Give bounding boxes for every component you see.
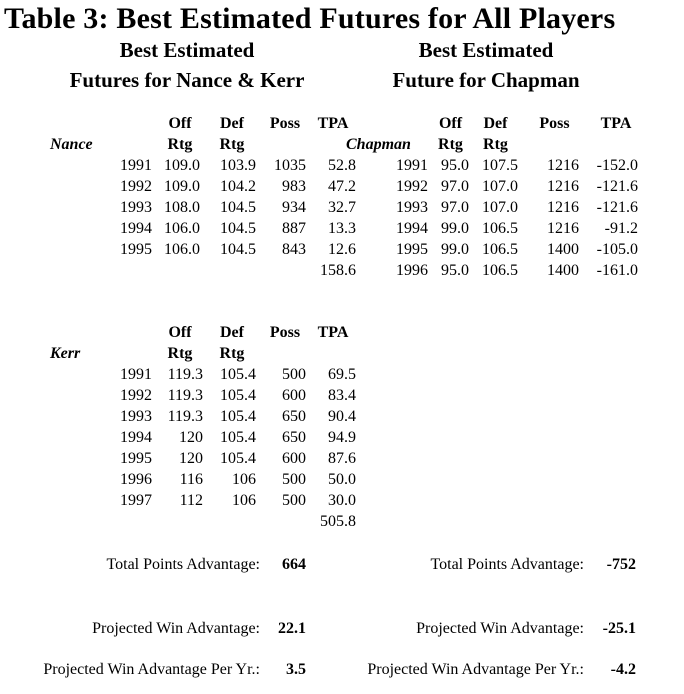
right-total-points-label: Total Points Advantage: — [430, 556, 584, 573]
chapman-row-4-cell-5: -91.2 — [604, 220, 638, 237]
kerr-row-1-cell-5: 69.5 — [328, 366, 356, 383]
nance-row-2-cell-5: 47.2 — [328, 178, 356, 195]
chapman-row-1-cell-5: -152.0 — [596, 157, 638, 174]
kerr-row-4-cell-1: 1994 — [120, 429, 152, 446]
kerr-tpa-total: 505.8 — [320, 513, 356, 530]
kerr-col-off-rtg: Rtg — [167, 345, 193, 362]
nance-col-def-rtg: Rtg — [219, 136, 245, 153]
page-title: Table 3: Best Estimated Futures for All Players — [4, 2, 616, 35]
left-heading-line2: Futures for Nance & Kerr — [69, 68, 305, 92]
kerr-row-5-cell-1: 1995 — [120, 450, 152, 467]
nance-row-5-cell-4: 843 — [282, 241, 306, 258]
chapman-row-6-cell-5: -161.0 — [596, 262, 638, 279]
kerr-row-1-cell-4: 500 — [282, 366, 306, 383]
chapman-row-5-cell-2: 99.0 — [441, 241, 469, 258]
nance-row-2-cell-4: 983 — [282, 178, 306, 195]
nance-row-1-cell-5: 52.8 — [328, 157, 356, 174]
kerr-row-6-cell-5: 50.0 — [328, 471, 356, 488]
chapman-col-off-rtg: Rtg — [438, 136, 463, 153]
kerr-row-2-cell-1: 1992 — [120, 387, 152, 404]
kerr-col-off: Off — [168, 324, 192, 341]
nance-row-4-cell-4: 887 — [282, 220, 306, 237]
chapman-col-tpa: TPA — [600, 115, 632, 132]
nance-row-2-cell-2: 109.0 — [164, 178, 200, 195]
chapman-row-6-cell-1: 1996 — [396, 262, 428, 279]
chapman-player-name: Chapman — [346, 136, 411, 153]
chapman-row-2-cell-3: 107.0 — [482, 178, 518, 195]
right-heading-line2: Future for Chapman — [392, 68, 580, 92]
kerr-row-3-cell-3: 105.4 — [220, 408, 256, 425]
left-win-advantage-value: 22.1 — [278, 620, 306, 637]
right-win-advantage-label: Projected Win Advantage: — [416, 620, 584, 637]
kerr-row-5-cell-4: 600 — [282, 450, 306, 467]
kerr-row-7-cell-4: 500 — [282, 492, 306, 509]
nance-row-3-cell-3: 104.5 — [220, 199, 256, 216]
nance-row-3-cell-4: 934 — [282, 199, 306, 216]
chapman-row-6-cell-2: 95.0 — [441, 262, 469, 279]
chapman-row-4-cell-1: 1994 — [396, 220, 428, 237]
chapman-row-4-cell-4: 1216 — [547, 220, 579, 237]
kerr-row-7-cell-2: 112 — [179, 492, 203, 509]
kerr-row-3-cell-1: 1993 — [120, 408, 152, 425]
kerr-row-6-cell-1: 1996 — [120, 471, 152, 488]
nance-row-4-cell-2: 106.0 — [164, 220, 200, 237]
chapman-col-poss: Poss — [539, 115, 570, 132]
nance-row-3-cell-2: 108.0 — [164, 199, 200, 216]
nance-row-3-cell-5: 32.7 — [328, 199, 356, 216]
kerr-col-def: Def — [220, 324, 244, 341]
nance-row-5-cell-3: 104.5 — [220, 241, 256, 258]
kerr-col-poss: Poss — [269, 324, 301, 341]
chapman-row-4-cell-2: 99.0 — [441, 220, 469, 237]
kerr-row-3-cell-5: 90.4 — [328, 408, 356, 425]
nance-row-4-cell-1: 1994 — [120, 220, 152, 237]
chapman-row-1-cell-4: 1216 — [547, 157, 579, 174]
chapman-row-6-cell-3: 106.5 — [482, 262, 518, 279]
kerr-col-tpa: TPA — [317, 324, 349, 341]
nance-row-4-cell-5: 13.3 — [328, 220, 356, 237]
chapman-row-5-cell-5: -105.0 — [596, 241, 638, 258]
nance-col-tpa: TPA — [317, 115, 349, 132]
left-heading-line1: Best Estimated — [119, 38, 255, 62]
kerr-row-2-cell-3: 105.4 — [220, 387, 256, 404]
nance-row-5-cell-5: 12.6 — [328, 241, 356, 258]
right-win-per-year-value: -4.2 — [610, 661, 636, 678]
kerr-row-3-cell-4: 650 — [282, 408, 306, 425]
nance-tpa-total: 158.6 — [320, 262, 356, 279]
left-win-advantage-label: Projected Win Advantage: — [92, 620, 260, 637]
nance-row-5-cell-1: 1995 — [120, 241, 152, 258]
chapman-row-3-cell-1: 1993 — [396, 199, 428, 216]
nance-col-def: Def — [220, 115, 244, 132]
right-heading-line1: Best Estimated — [418, 38, 554, 62]
right-total-points-value: -752 — [606, 556, 636, 573]
nance-row-4-cell-3: 104.5 — [220, 220, 256, 237]
chapman-col-def-rtg: Rtg — [483, 136, 508, 153]
chapman-row-3-cell-5: -121.6 — [596, 199, 638, 216]
chapman-row-2-cell-4: 1216 — [547, 178, 579, 195]
kerr-row-7-cell-5: 30.0 — [328, 492, 356, 509]
kerr-row-4-cell-3: 105.4 — [220, 429, 256, 446]
kerr-row-4-cell-4: 650 — [282, 429, 306, 446]
kerr-row-4-cell-5: 94.9 — [328, 429, 356, 446]
kerr-row-7-cell-3: 106 — [232, 492, 256, 509]
chapman-row-1-cell-2: 95.0 — [441, 157, 469, 174]
kerr-row-5-cell-2: 120 — [179, 450, 203, 467]
chapman-row-1-cell-1: 1991 — [396, 157, 428, 174]
nance-row-3-cell-1: 1993 — [120, 199, 152, 216]
right-win-advantage-value: -25.1 — [602, 620, 636, 637]
kerr-row-6-cell-4: 500 — [282, 471, 306, 488]
kerr-row-4-cell-2: 120 — [179, 429, 203, 446]
chapman-row-6-cell-4: 1400 — [547, 262, 579, 279]
chapman-row-2-cell-2: 97.0 — [441, 178, 469, 195]
chapman-row-2-cell-1: 1992 — [396, 178, 428, 195]
right-win-per-year-label: Projected Win Advantage Per Yr.: — [367, 661, 584, 678]
nance-player-name: Nance — [50, 136, 93, 153]
kerr-col-def-rtg: Rtg — [219, 345, 245, 362]
chapman-row-3-cell-2: 97.0 — [441, 199, 469, 216]
nance-col-off-rtg: Rtg — [167, 136, 193, 153]
nance-col-off: Off — [168, 115, 192, 132]
left-win-per-year-value: 3.5 — [286, 661, 306, 678]
kerr-player-name: Kerr — [50, 345, 81, 362]
nance-row-1-cell-4: 1035 — [274, 157, 306, 174]
kerr-row-7-cell-1: 1997 — [120, 492, 152, 509]
kerr-row-5-cell-3: 105.4 — [220, 450, 256, 467]
kerr-row-1-cell-1: 1991 — [120, 366, 152, 383]
kerr-row-2-cell-2: 119.3 — [167, 387, 203, 404]
nance-row-2-cell-3: 104.2 — [220, 178, 256, 195]
chapman-col-off: Off — [438, 115, 463, 132]
kerr-row-6-cell-2: 116 — [179, 471, 203, 488]
kerr-row-3-cell-2: 119.3 — [167, 408, 203, 425]
nance-row-1-cell-2: 109.0 — [164, 157, 200, 174]
kerr-row-6-cell-3: 106 — [232, 471, 256, 488]
chapman-row-5-cell-4: 1400 — [547, 241, 579, 258]
nance-row-2-cell-1: 1992 — [120, 178, 152, 195]
left-win-per-year-label: Projected Win Advantage Per Yr.: — [43, 661, 260, 678]
kerr-row-2-cell-4: 600 — [282, 387, 306, 404]
chapman-row-1-cell-3: 107.5 — [482, 157, 518, 174]
kerr-row-1-cell-3: 105.4 — [220, 366, 256, 383]
nance-col-poss: Poss — [269, 115, 301, 132]
kerr-row-2-cell-5: 83.4 — [328, 387, 356, 404]
chapman-row-4-cell-3: 106.5 — [482, 220, 518, 237]
kerr-row-1-cell-2: 119.3 — [167, 366, 203, 383]
nance-row-1-cell-3: 103.9 — [220, 157, 256, 174]
chapman-row-5-cell-1: 1995 — [396, 241, 428, 258]
chapman-col-def: Def — [483, 115, 508, 132]
nance-row-5-cell-2: 106.0 — [164, 241, 200, 258]
chapman-row-5-cell-3: 106.5 — [482, 241, 518, 258]
chapman-row-3-cell-3: 107.0 — [482, 199, 518, 216]
left-total-points-value: 664 — [282, 556, 306, 573]
left-total-points-label: Total Points Advantage: — [106, 556, 260, 573]
chapman-row-3-cell-4: 1216 — [547, 199, 579, 216]
chapman-row-2-cell-5: -121.6 — [596, 178, 638, 195]
nance-row-1-cell-1: 1991 — [120, 157, 152, 174]
kerr-row-5-cell-5: 87.6 — [328, 450, 356, 467]
